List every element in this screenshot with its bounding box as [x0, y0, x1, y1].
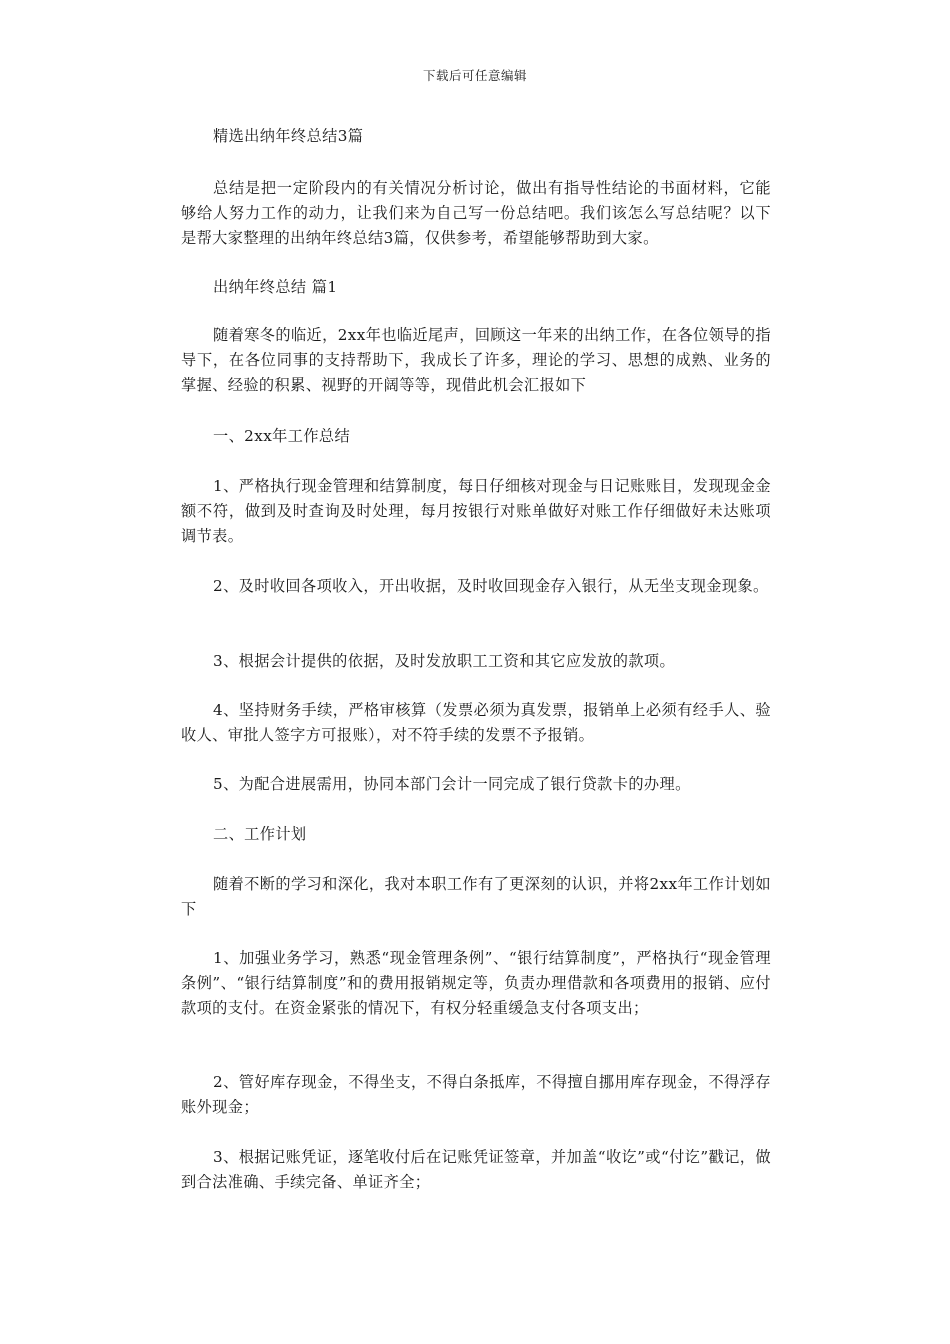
page-header-note: 下载后可任意编辑: [422, 68, 527, 83]
list-item: 1、加强业务学习，熟悉“现金管理条例”、“银行结算制度”，严格执行“现金管理条例”、“银行结算制度”和的费用报销规定等，负责办理借款和各项费用的报销、应付款项的支付。在资金紧张的情况下，有权分轻重缓急支付各项支出；: [181, 949, 771, 1017]
list-item: 4、坚持财务手续，严格审核算（发票必须为真发票，报销单上必须有经手人、验收人、审批人签字方可报账），对不符手续的发票不予报销。: [181, 701, 771, 744]
intro-paragraph: 总结是把一定阶段内的有关情况分析讨论，做出有指导性结论的书面材料，它能够给人努力工作的动力，让我们来为自己写一份总结吧。我们该怎么写总结呢？以下是帮大家整理的出纳年终总结3篇，仅供参考，希望能够帮助到大家。: [181, 179, 771, 247]
list-item: 1、严格执行现金管理和结算制度，每日仔细核对现金与日记账账目，发现现金金额不符，做到及时查询及时处理，每月按银行对账单做好对账工作仔细做好未达账项调节表。: [181, 477, 771, 545]
plan-intro-paragraph: 随着不断的学习和深化，我对本职工作有了更深刻的认识，并将2xx年工作计划如下: [181, 875, 771, 918]
section-title: 出纳年终总结 篇1: [213, 278, 338, 296]
list-item: 3、根据记账凭证，逐笔收付后在记账凭证签章，并加盖“收讫”或“付讫”戳记，做到合法准确、手续完备、单证齐全；: [181, 1148, 771, 1191]
list-item: 2、及时收回各项收入，开出收据，及时收回现金存入银行，从无坐支现金现象。: [213, 577, 769, 595]
list-item: 3、根据会计提供的依据，及时发放职工工资和其它应发放的款项。: [213, 652, 676, 670]
part-heading-plan: 二、工作计划: [213, 825, 307, 843]
part-heading-summary: 一、2xx年工作总结: [213, 427, 351, 445]
document-title: 精选出纳年终总结3篇: [213, 127, 364, 145]
list-item: 2、管好库存现金，不得坐支，不得白条抵库，不得擅自挪用库存现金，不得浮存账外现金；: [181, 1073, 771, 1116]
section-intro-paragraph: 随着寒冬的临近，2xx年也临近尾声，回顾这一年来的出纳工作，在各位领导的指导下，在各位同事的支持帮助下，我成长了许多，理论的学习、思想的成熟、业务的掌握、经验的积累、视野的开阔等等，现借此机会汇报如下: [181, 326, 771, 394]
list-item: 5、为配合进展需用，协同本部门会计一同完成了银行贷款卡的办理。: [213, 775, 691, 793]
